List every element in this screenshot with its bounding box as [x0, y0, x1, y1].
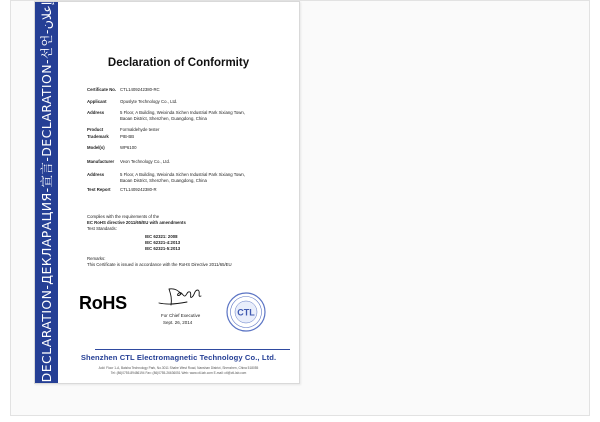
field-label: Address: [87, 172, 105, 177]
field-value: Baoan District, Shenzhen, Guangdong, China: [120, 178, 207, 183]
company-seal: [225, 291, 267, 333]
field-label: Model(s): [87, 145, 105, 150]
company-address: Add: Floor 1-A, Baisha Technology Park, No.3011 Shahe West Road, Nanshan District, Shenzhen, China 518055: [98, 366, 259, 370]
divider: [95, 349, 290, 350]
standard-item: IEC 62321-5:2013: [145, 246, 181, 251]
field-value: 5 Floor, A Building, Weixinda Xichen Industrial Park Xixiang Town,: [120, 110, 245, 115]
side-band-text: DECLARATION-ДЕКЛАРАЦИЯ-宣言-DECLARATION-선언-إعلان: [39, 1, 54, 383]
field-value: WP6100: [120, 145, 137, 150]
field-value: Formaldehyde tester: [120, 127, 160, 132]
test-standards-label: Test Standards:: [87, 226, 117, 231]
complies-text: Complies with the requirements of the: [87, 214, 160, 219]
field-label: Applicant: [87, 99, 107, 104]
field-label: Manufacturer: [87, 159, 115, 164]
field-value: Veon Technology Co., Ltd.: [120, 159, 171, 164]
field-label: Test Report: [87, 187, 111, 192]
side-band: [35, 2, 58, 383]
field-value: Baoan District, Shenzhen, Guangdong, China: [120, 116, 207, 121]
standard-item: IEC 62321-4:2013: [145, 240, 181, 245]
field-label: Address: [87, 110, 105, 115]
field-label: Certificate No.: [87, 87, 117, 92]
field-value: PIB-BB: [120, 134, 135, 139]
rohs-logo: RoHS: [79, 293, 127, 313]
company-name: Shenzhen CTL Electromagnetic Technology Co., Ltd.: [80, 353, 277, 362]
signature: [157, 285, 217, 309]
field-label: Product: [87, 127, 104, 132]
company-contact: Tel: (86)0755-89486194 Fax: (86)0755-26636051 Web: www.ctl-lab.com E-mail: ctl@ctl-lab.com: [110, 371, 247, 375]
directive-text: EC RoHS directive 2011/65/EU with amendments: [87, 220, 186, 225]
remarks-label: Remarks:: [87, 256, 106, 261]
certificate-title: Declaration of Conformity: [107, 57, 250, 69]
standard-item: IEC 62321: 2008: [145, 234, 178, 239]
certificate: [34, 1, 300, 384]
remarks-text: This Certificate is issued in accordance with the RoHS Directive 2011/65/EU: [87, 262, 232, 267]
seal-text: CTL: [237, 307, 255, 318]
field-value: Opuslyte Technology Co., Ltd.: [120, 99, 178, 104]
field-value: 5 Floor, A Building, Weixinda Xichen Industrial Park Xixiang Town,: [120, 172, 245, 177]
chief-executive-label: For Chief Executive: [161, 313, 201, 318]
field-value: CTL1409242380-RC: [120, 87, 160, 92]
issue-date: Sept. 26, 2014: [163, 320, 193, 325]
field-label: Trademark: [87, 134, 109, 139]
field-value: CTL1409242380-R: [120, 187, 157, 192]
